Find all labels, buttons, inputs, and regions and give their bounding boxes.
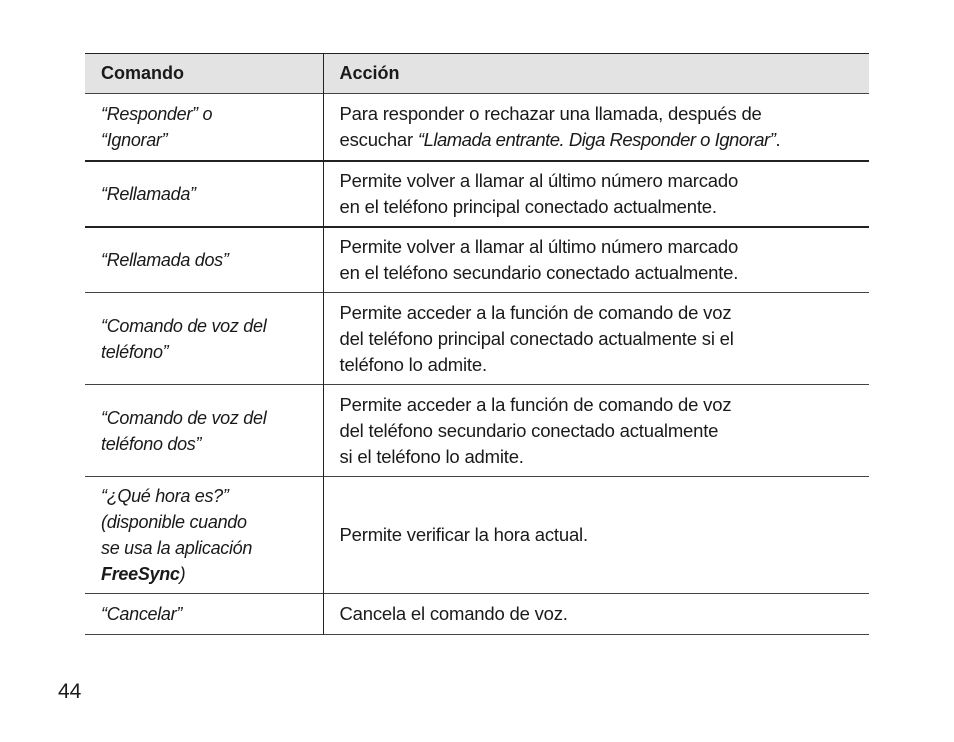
table-row (85, 94, 869, 161)
table-row (85, 161, 869, 227)
action-text: del teléfono principal conectado actualmente si el (339, 327, 734, 349)
command-text: “Comando de voz del (101, 315, 267, 336)
action-cell (323, 161, 869, 227)
header-row (85, 54, 869, 94)
command-text: teléfono dos” (101, 433, 202, 454)
app-name: FreeSync (101, 564, 180, 584)
command-text: “Rellamada” (101, 183, 196, 204)
action-text: Para responder o rechazar una llamada, después de (339, 102, 762, 124)
command-text: se usa la aplicación (101, 538, 253, 558)
command-text: “Comando de voz del (101, 407, 267, 428)
table-header (85, 54, 869, 94)
command-text: “Cancelar” (101, 604, 183, 624)
command-text-line (101, 561, 315, 587)
command-cell (85, 594, 323, 635)
action-text: Permite volver a llamar al último número marcado (339, 169, 739, 191)
command-text: “Ignorar” (101, 129, 168, 150)
table-row (85, 293, 869, 385)
header-action: Acción (323, 54, 869, 94)
voice-command-table (85, 53, 869, 635)
prompt-quote: “Llamada entrante. Diga Responder o Ignorar” (417, 128, 776, 150)
action-text-line (340, 127, 858, 153)
action-text: teléfono lo admite. (339, 353, 487, 375)
command-cell (85, 94, 323, 161)
action-cell (323, 94, 869, 161)
action-text: en el teléfono secundario conectado actualmente. (339, 261, 739, 283)
action-text: Permite acceder a la función de comando de voz (339, 393, 732, 415)
table-row (85, 594, 869, 635)
action-text: Permite volver a llamar al último número marcado (339, 235, 739, 257)
command-text: “Responder” o (101, 103, 213, 124)
action-text: escuchar (339, 128, 418, 150)
header-command: Comando (101, 63, 184, 83)
action-text: en el teléfono principal conectado actualmente. (339, 195, 717, 217)
command-cell (85, 385, 323, 477)
command-table-container (85, 53, 869, 635)
command-cell (85, 477, 323, 594)
action-text: si el teléfono lo admite. (339, 445, 524, 467)
command-text: “¿Qué hora es?” (101, 486, 229, 506)
command-cell (85, 161, 323, 227)
page-number: 44 (58, 680, 82, 703)
command-text: (disponible cuando (101, 512, 247, 532)
table-row (85, 477, 869, 594)
command-text: ) (179, 564, 186, 584)
action-cell (323, 385, 869, 477)
action-cell (323, 594, 869, 635)
action-text: Permite acceder a la función de comando de voz (339, 301, 732, 323)
table-row (85, 385, 869, 477)
command-cell (85, 227, 323, 293)
command-text: “Rellamada dos” (101, 249, 229, 270)
command-cell (85, 293, 323, 385)
action-text: Cancela el comando de voz. (339, 603, 568, 624)
action-cell (323, 477, 869, 594)
action-text: del teléfono secundario conectado actualmente (339, 419, 719, 441)
action-text: . (775, 128, 781, 150)
command-text: teléfono” (101, 341, 169, 362)
action-cell (323, 227, 869, 293)
table-body (85, 94, 869, 635)
table-row (85, 227, 869, 293)
action-text: Permite verificar la hora actual. (339, 524, 588, 545)
action-cell (323, 293, 869, 385)
